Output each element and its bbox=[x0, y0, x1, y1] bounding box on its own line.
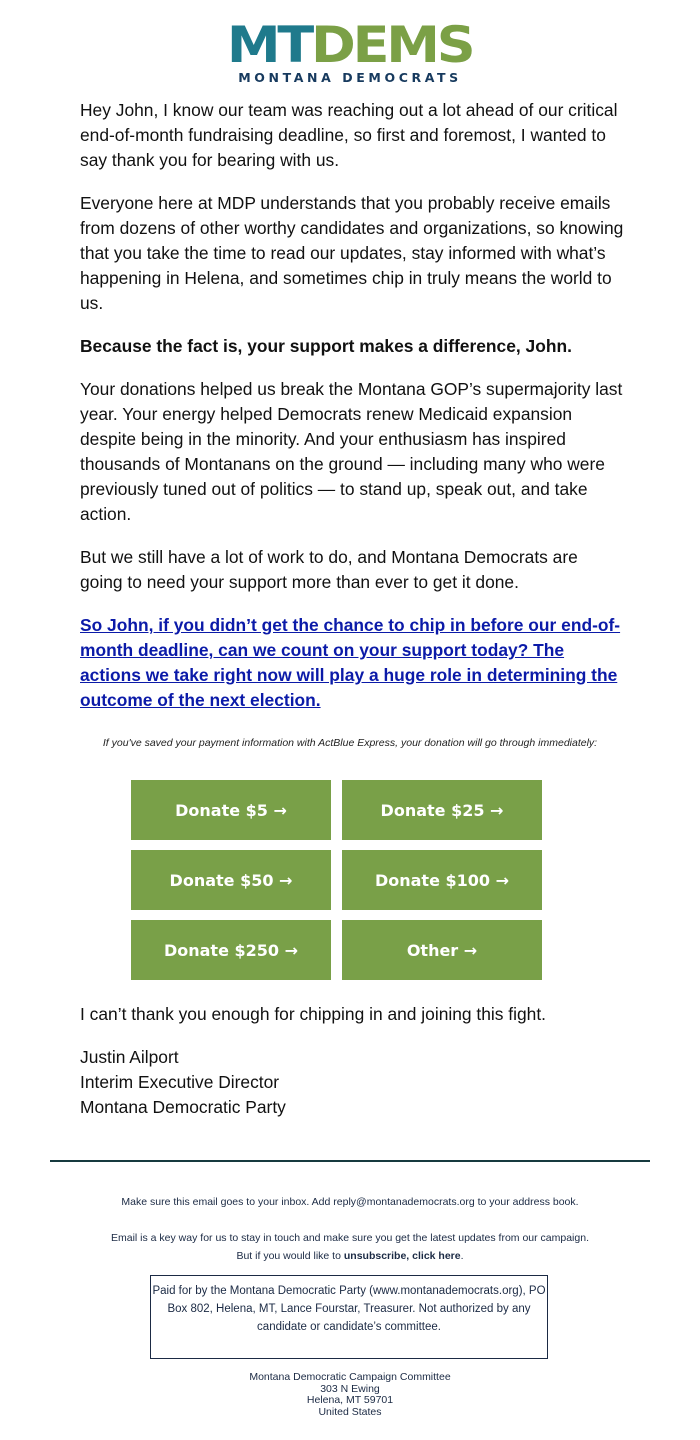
body-paragraph-4: Your donations helped us break the Montana GOP’s supermajority last year. Your energy helped Democrats renew Medicaid expansion despite being in the minority. And your enthusiasm has inspired thousands of Montanans on the ground — including many who were previously tuned out of politics — to stand up, speak out, and take action. bbox=[80, 379, 623, 524]
address-line-2: 303 N Ewing bbox=[320, 1382, 380, 1395]
donate-25-button[interactable]: Donate $25 → bbox=[342, 780, 542, 840]
unsubscribe-suffix: . bbox=[460, 1250, 464, 1262]
mailing-address bbox=[0, 1372, 700, 1418]
donate-250-button[interactable]: Donate $250 → bbox=[131, 920, 331, 980]
bold-statement: Because the fact is, your support makes a difference, John. bbox=[80, 336, 572, 356]
paid-for-disclaimer: Paid for by the Montana Democratic Party (www.montanademocrats.org), PO Box 802, Helena, MT, Lance Fourstar, Treasurer. Not authorized by any candidate or candidate’s committee. bbox=[150, 1275, 548, 1359]
logo-subtitle: MONTANA DEMOCRATS bbox=[238, 70, 462, 85]
signature-org: Montana Democratic Party bbox=[80, 1097, 286, 1117]
donate-button-grid bbox=[131, 780, 543, 980]
unsubscribe-line bbox=[0, 1247, 700, 1265]
logo-mt: MT bbox=[227, 16, 312, 74]
mtdems-logo bbox=[0, 16, 700, 85]
address-line-1: Montana Democratic Campaign Committee bbox=[249, 1371, 451, 1383]
donate-5-button[interactable]: Donate $5 → bbox=[131, 780, 331, 840]
signature-name: Justin Ailport bbox=[80, 1047, 179, 1067]
logo-dems: DEMS bbox=[311, 16, 473, 74]
logo-wordmark bbox=[227, 16, 473, 74]
unsubscribe-prefix: But if you would like to bbox=[236, 1250, 341, 1262]
donate-other-button[interactable]: Other → bbox=[342, 920, 542, 980]
footer-divider bbox=[50, 1160, 650, 1162]
closing-section bbox=[80, 1002, 625, 1120]
unsubscribe-link[interactable]: unsubscribe, click here bbox=[343, 1250, 461, 1262]
actblue-express-note: If you've saved your payment information with ActBlue Express, your donation will go through immediately: bbox=[102, 737, 598, 749]
inbox-note: Make sure this email goes to your inbox. Add reply@montanademocrats.org to your address book. bbox=[121, 1196, 579, 1208]
body-paragraph-5: But we still have a lot of work to do, and Montana Democrats are going to need your support more than ever to get it done. bbox=[80, 547, 578, 592]
cta-donate-link[interactable]: So John, if you didn’t get the chance to chip in before our end-of-month deadline, can we count on your support today? The actions we take right now will play a huge role in determining the outcome of the next election. bbox=[80, 615, 621, 710]
email-body bbox=[80, 98, 625, 731]
address-line-3: Helena, MT 59701 bbox=[306, 1394, 394, 1406]
address-line-4: United States bbox=[318, 1405, 382, 1418]
donate-100-button[interactable]: Donate $100 → bbox=[342, 850, 542, 910]
touch-note: Email is a key way for us to stay in touch and make sure you get the latest updates from our campaign. bbox=[111, 1232, 589, 1244]
donate-50-button[interactable]: Donate $50 → bbox=[131, 850, 331, 910]
body-paragraph-2: Everyone here at MDP understands that you probably receive emails from dozens of other worthy candidates and organizations, so knowing that you take the time to read our updates, stay informed with what’s happening in Helena, and sometimes chip in truly means the world to us. bbox=[80, 193, 624, 313]
unsubscribe-note bbox=[0, 1229, 700, 1265]
thanks-paragraph: I can’t thank you enough for chipping in and joining this fight. bbox=[80, 1004, 546, 1024]
signature-title: Interim Executive Director bbox=[80, 1072, 280, 1092]
greeting-paragraph: Hey John, I know our team was reaching out a lot ahead of our critical end-of-month fundraising deadline, so first and foremost, I wanted to say thank you for bearing with us. bbox=[80, 100, 618, 170]
